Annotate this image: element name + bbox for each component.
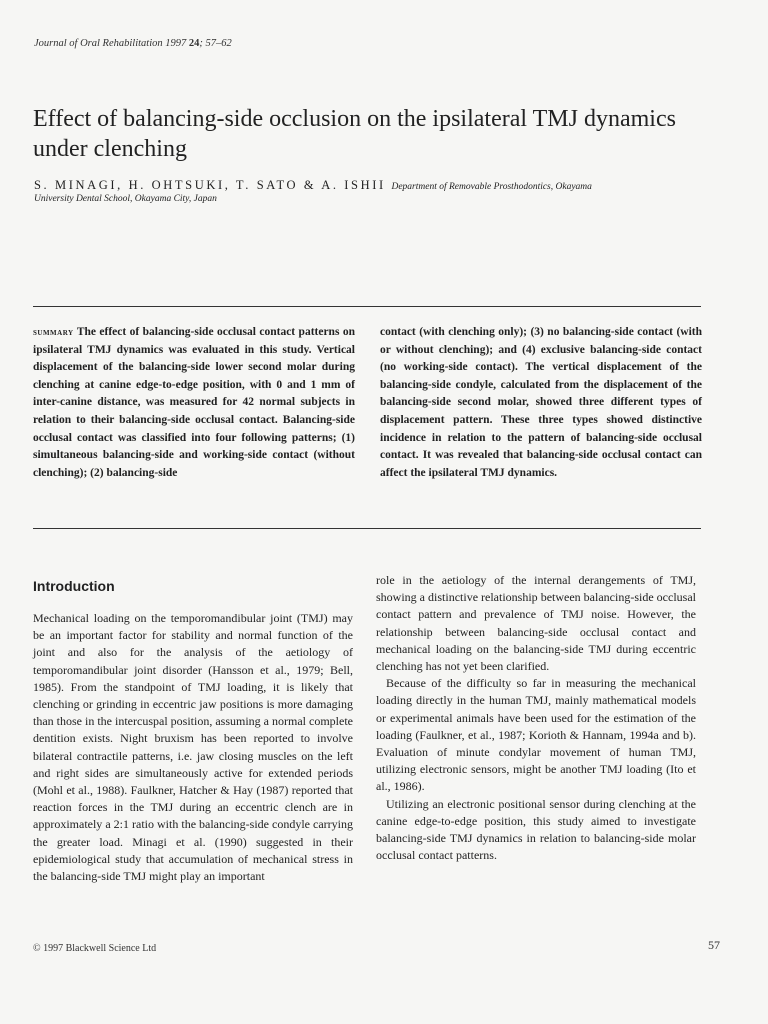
summary-right-column	[380, 324, 702, 482]
summary-left-column	[33, 324, 355, 482]
summary-label: summary	[33, 327, 74, 338]
author-names: S. MINAGI, H. OHTSUKI, T. SATO & A. ISHII	[34, 178, 386, 192]
summary-left-text: The effect of balancing-side occlusal contact patterns on ipsilateral TMJ dynamics was evaluated in this study. Vertical displacement of the balancing-side lower second molar during clenching at canine edge-to-edge position, with 0 and 1 mm of inter-canine distance, was measured for 42 normal subjects in relation to their balancing-side occlusal contact. Balancing-side occlusal contact was classified into four following patterns; (1) simultaneous balancing-side and working-side contact (without clenching); (2) balancing-side	[33, 326, 355, 479]
introduction-right-column	[376, 572, 696, 864]
affiliation-part2: University Dental School, Okayama City, Japan	[34, 194, 217, 204]
page-number: 57	[708, 938, 720, 952]
affiliation-part1: Department of Removable Prosthodontics, Okayama	[391, 182, 592, 192]
copyright-notice: © 1997 Blackwell Science Ltd	[33, 943, 157, 954]
summary-bottom-rule	[33, 528, 701, 529]
intro-paragraph-4: Utilizing an electronic positional sensor during clenching at the canine edge-to-edge position, this study aimed to investigate balancing-side TMJ dynamics in relation to balancing-side molar occlusal contact patterns.	[376, 796, 696, 863]
introduction-heading: Introduction	[33, 578, 115, 594]
journal-name: Journal of Oral Rehabilitation	[34, 38, 163, 49]
journal-volume: 24	[188, 38, 200, 49]
summary-top-rule	[33, 306, 701, 307]
intro-paragraph-2: role in the aetiology of the internal derangements of TMJ, showing a distinctive relationship between balancing-side occlusal contact pattern and prevalence of TMJ noise. However, the relationship between balancing-side occlusal contact and mechanical loading on the balancing-side TMJ during eccentric clenching has not yet been clarified.	[376, 573, 696, 674]
author-line	[34, 177, 734, 194]
article-title: Effect of balancing-side occlusion on the ipsilateral TMJ dynamics under clenching	[33, 106, 676, 162]
journal-year: 1997	[165, 38, 187, 49]
journal-citation	[34, 38, 232, 49]
intro-paragraph-3: Because of the difficulty so far in measuring the mechanical loading directly in the human TMJ, mainly mathematical models or experimental animals have been used for the estimation of the loading (Faulkner, et al., 1987; Korioth & Hannam, 1994a and b). Evaluation of minute condylar movement of human TMJ, utilizing electronic sensors, might be another TMJ loading (Ito et al., 1986).	[376, 676, 696, 794]
journal-pages: ; 57–62	[199, 38, 232, 49]
intro-paragraph-1: Mechanical loading on the temporomandibular joint (TMJ) may be an important factor for stability and normal function of the joint and also for the analysis of the aetiology of temporomandibular joint disorder (Hansson et al., 1979; Bell, 1985). From the standpoint of TMJ loading, it is likely that clenching or grinding in eccentric jaw positions is more damaging than those in the intercuspal position, assuming a normal complete dentition exists. Night bruxism has been reported to involve bilateral contractile patterns, i.e. jaw closing muscles on the left and right sides are simultaneously active for extended periods (Mohl et al., 1988). Faulkner, Hatcher & Hay (1987) reported that reaction forces in the TMJ during an eccentric clench are in approximately a 2:1 ratio with the balancing-side condyle carrying the greater load. Minagi et al. (1990) suggested in their epidemiological study that accumulation of mechanical stress in the balancing-side TMJ might play an important	[33, 611, 353, 884]
summary-right-text: contact (with clenching only); (3) no balancing-side contact (with or without clenching); and (4) exclusive balancing-side contact (no working-side contact). The vertical displacement of the balancing-side condyle, calculated from the displacement of the balancing-side second molar, showed three different types of displacement pattern. These three types showed distinctive incidence in relation to the pattern of balancing-side occlusal contact. It was revealed that balancing-side occlusal contact can affect the ipsilateral TMJ dynamics.	[380, 326, 702, 479]
introduction-left-column	[33, 610, 353, 885]
